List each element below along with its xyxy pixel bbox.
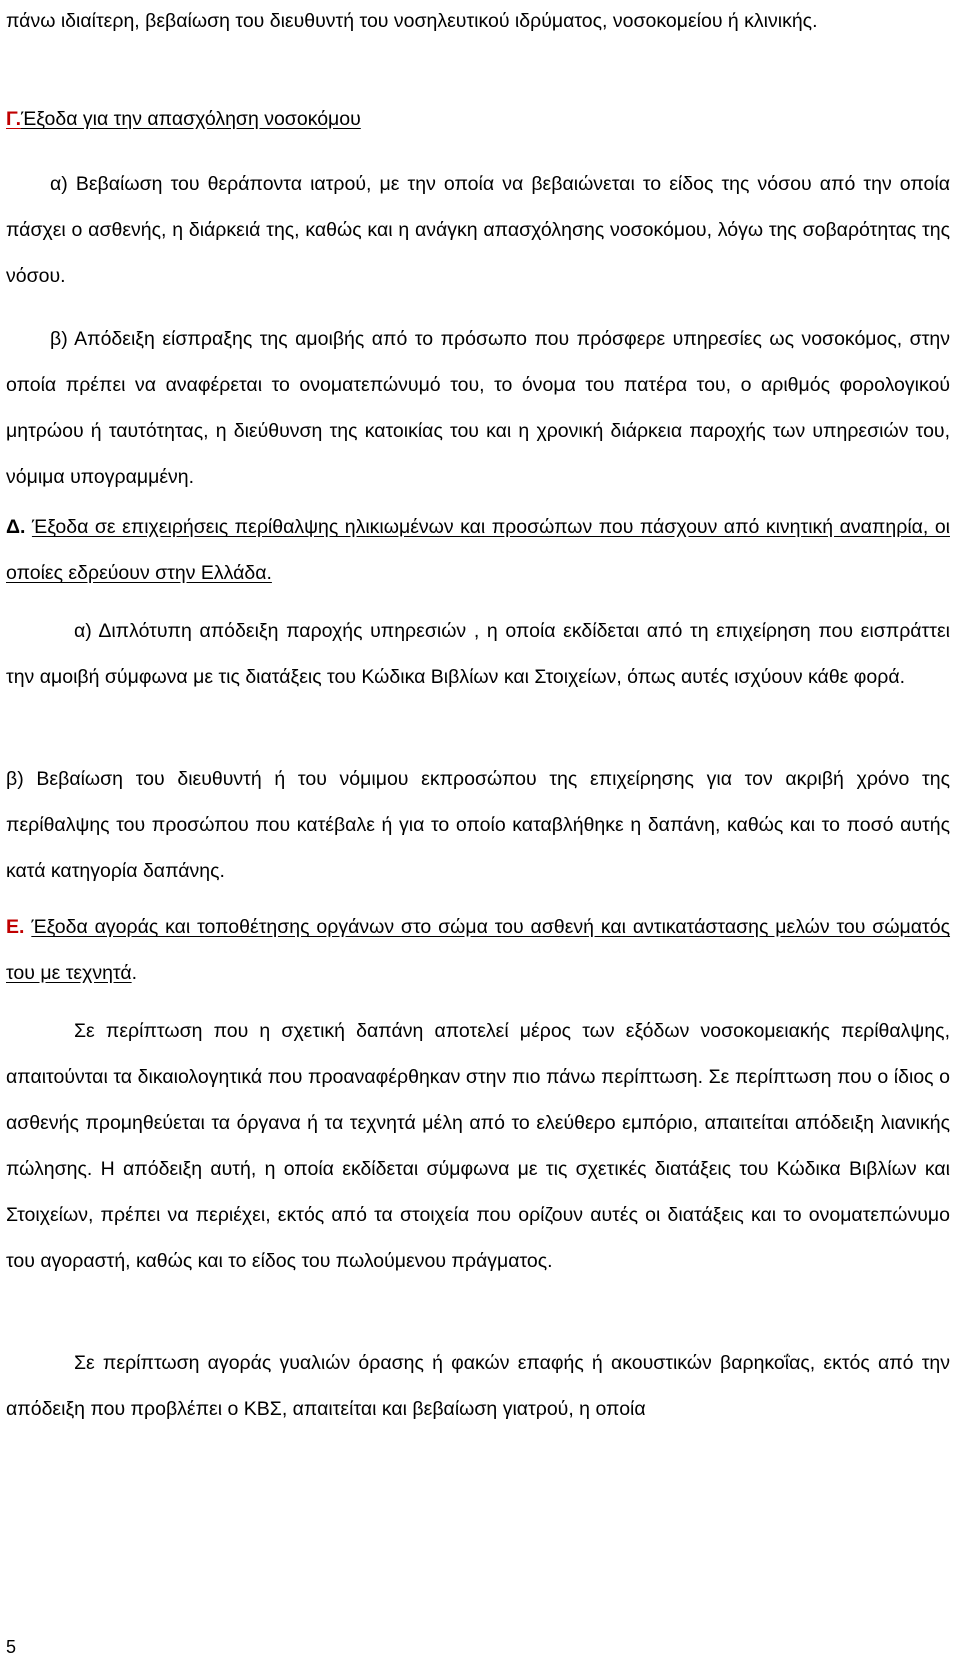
section-e-heading	[6, 904, 950, 996]
section-g-heading	[6, 96, 950, 142]
section-g-item-a	[6, 161, 950, 299]
section-e-marker: Ε.	[6, 916, 25, 938]
section-e-paragraph-2	[6, 1340, 950, 1432]
section-e-title: Έξοδα αγοράς και τοποθέτησης οργάνων στο σώμα του ασθενή και αντικατάστασης μελών του σώματός του με τεχνητά	[6, 916, 951, 984]
section-e-paragraph-1	[6, 1008, 950, 1284]
section-d-item-a	[6, 608, 950, 700]
section-g-item-a-text: α) Βεβαίωση του θεράποντα ιατρού, με την οποία να βεβαιώνεται το είδος της νόσου από την οποία πάσχει ο ασθενής, η διάρκειά της, καθώς και η ανάγκη απασχόλησης νοσοκόμου, λόγω της σοβαρότητας της νόσου.	[6, 173, 950, 287]
section-e-paragraph-1-text: Σε περίπτωση που η σχετική δαπάνη αποτελεί μέρος των εξόδων νοσοκομειακής περίθαλψης, απαιτούνται τα δικαιολογητικά που προαναφέρθηκαν στην πιο πάνω περίπτωση. Σε περίπτωση που ο ίδιος ο ασθενής προμηθεύεται τα όργανα ή τα τεχνητά μέλη από το ελεύθερο εμπόριο, απαιτείται απόδειξη λιανικής πώλησης. Η απόδειξη αυτή, η οποία εκδίδεται σύμφωνα με τις σχετικές διατάξεις του Κώδικα Βιβλίων και Στοιχείων, πρέπει να περιέχει, εκτός από τα στοιχεία που ορίζουν αυτές οι διατάξεις και το ονοματεπώνυμο του αγοραστή, καθώς και το είδος του πωλούμενου πράγματος.	[6, 1020, 950, 1272]
section-g-marker: Γ.	[6, 108, 21, 130]
section-d-heading	[6, 504, 950, 596]
section-d-item-a-text: α) Διπλότυπη απόδειξη παροχής υπηρεσιών , η οποία εκδίδεται από τη επιχείρηση που εισπράττει την αμοιβή σύμφωνα με τις διατάξεις του Κώδικα Βιβλίων και Στοιχείων, όπως αυτές ισχύουν κάθε φορά.	[6, 620, 950, 688]
paragraph-intro	[6, 0, 950, 44]
page-number: 5	[6, 1637, 17, 1657]
section-g-item-b-text: β) Απόδειξη είσπραξης της αμοιβής από το πρόσωπο που πρόσφερε υπηρεσίες ως νοσοκόμος, στην οποία πρέπει να αναφέρεται το ονοματεπώνυμό του, το όνομα του πατέρα του, ο αριθμός φορολογικού μητρώου ή ταυτότητας, η διεύθυνση της κατοικίας του και η χρονική διάρκεια παροχής των υπηρεσιών του, νόμιμα υπογραμμένη.	[6, 328, 950, 488]
section-g-item-b	[6, 316, 950, 500]
section-d-item-b-text: β) Βεβαίωση του διευθυντή ή του νόμιμου εκπροσώπου της επιχείρησης για τον ακριβή χρόνο της περίθαλψης του προσώπου που κατέβαλε ή για το οποίο καταβλήθηκε η δαπάνη, καθώς και το ποσό αυτής κατά κατηγορία δαπάνης.	[6, 768, 950, 882]
section-g-title: Έξοδα για την απασχόληση νοσοκόμου	[21, 108, 361, 130]
section-d-title: Έξοδα σε επιχειρήσεις περίθαλψης ηλικιωμένων και προσώπων που πάσχουν από κινητική αναπηρία, οι οποίες εδρεύουν στην Ελλάδα.	[6, 516, 950, 584]
section-d-marker: Δ.	[6, 516, 26, 538]
paragraph-intro-text: πάνω ιδιαίτερη, βεβαίωση του διευθυντή του νοσηλευτικού ιδρύματος, νοσοκομείου ή κλινικής.	[6, 10, 818, 32]
section-e-title-end: .	[131, 962, 138, 984]
section-d-item-b	[6, 756, 950, 894]
section-e-paragraph-2-text: Σε περίπτωση αγοράς γυαλιών όρασης ή φακών επαφής ή ακουστικών βαρηκοΐας, εκτός από την απόδειξη που προβλέπει ο ΚΒΣ, απαιτείται και βεβαίωση γιατρού, η οποία	[6, 1352, 950, 1420]
